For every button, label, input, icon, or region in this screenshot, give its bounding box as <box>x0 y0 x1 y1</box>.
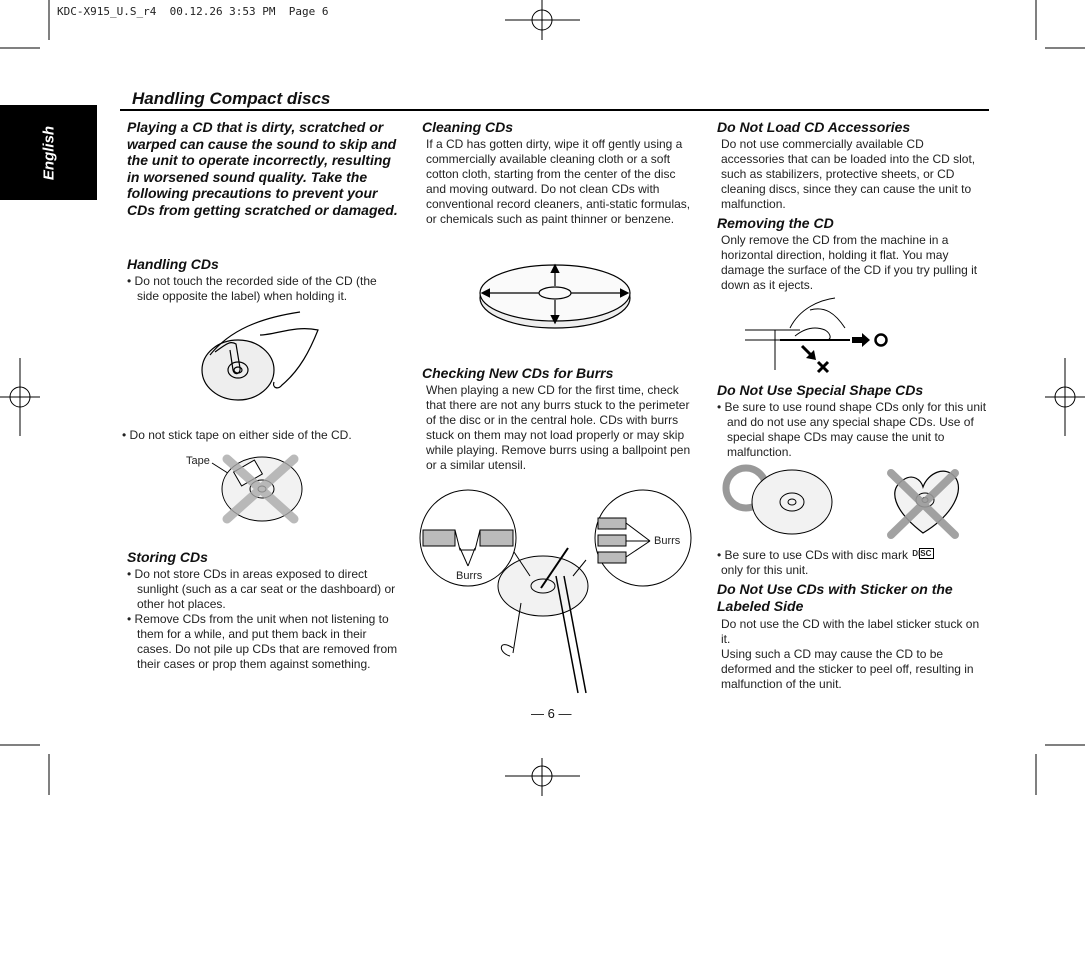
cleaning-heading: Cleaning CDs <box>422 119 514 135</box>
title-rule <box>120 109 989 111</box>
storing-section <box>127 549 402 672</box>
burrs-text: When playing a new CD for the first time, check that there are not any burrs stuck to the perimeter of the disc or in the central hole. CDs with burrs stuck on them may not load properly or may skip while playing. Remove burrs using a ballpoint pen or a similar utensil. <box>426 383 691 472</box>
sticker-text-1: Do not use the CD with the label sticker stuck on it. <box>721 617 980 646</box>
taped-cd-illustration <box>212 455 307 527</box>
handling-bullet-2: • Do not stick tape on either side of the CD. <box>122 428 417 443</box>
special-shape-bullet-2-text: Be sure to use CDs with disc mark <box>724 548 908 562</box>
disc-mark-text: DISC <box>912 549 932 558</box>
page-number: — 6 — <box>531 706 572 721</box>
storing-heading: Storing CDs <box>127 549 208 565</box>
accessories-section <box>717 119 987 212</box>
special-shape-bullet-2 <box>717 548 987 578</box>
hand-holding-cd-illustration <box>200 310 330 405</box>
handling-heading: Handling CDs <box>127 256 219 272</box>
accessories-heading: Do Not Load CD Accessories <box>717 119 911 135</box>
burrs-label-right: Burrs <box>654 535 681 547</box>
cleaning-cd-illustration <box>475 258 635 330</box>
tape-label: Tape <box>186 455 210 467</box>
removing-text: Only remove the CD from the machine in a horizontal direction, holding it flat. You may damage the surface of the CD if you try pulling it down as it ejects. <box>721 233 978 292</box>
sticker-text-2: Using such a CD may cause the CD to be deformed and the sticker to peel off, resulting in malfunction of the unit. <box>721 647 974 691</box>
storing-bullet-2: • Remove CDs from the unit when not listening to them for a while, and put them back in their cases. Do not pile up CDs that are removed from their cases or prop them against something. <box>127 612 402 672</box>
print-header: KDC-X915_U.S_r4 00.12.26 3:53 PM Page 6 <box>57 5 329 18</box>
handling-bullet-1: • Do not touch the recorded side of the CD (the side opposite the label) when holding it. <box>127 274 402 304</box>
burrs-illustration <box>418 488 693 698</box>
page-title: Handling Compact discs <box>132 89 331 108</box>
intro-text: Playing a CD that is dirty, scratched or warped can cause the sound to skip and the unit to operate incorrectly, resulting in worsened sound quality. Take the following precautions to prevent your CDs from getting scratched or damaged. <box>127 119 398 218</box>
sticker-heading: Do Not Use CDs with Sticker on the Labeled Side <box>717 581 953 614</box>
removing-heading: Removing the CD <box>717 215 834 231</box>
removing-section <box>717 215 987 293</box>
handling-section <box>127 256 402 304</box>
burrs-section <box>422 365 694 473</box>
cleaning-text: If a CD has gotten dirty, wipe it off gently using a commercially available cleaning cloth or a soft cotton cloth, starting from the center of the disc and moving outward. Do not clean CDs with conventional record cleaners, anti-static formulas, or chemicals such as paint thinner or benzene. <box>426 137 691 226</box>
special-shape-bullet-1: • Be sure to use round shape CDs only for this unit and do not use any special shape CDs. Use of special shape CDs may cause the unit to malfunction. <box>717 400 987 460</box>
heart-cd-ng-illustration <box>883 465 965 540</box>
cleaning-section <box>422 119 692 227</box>
language-tab <box>0 105 97 200</box>
special-shape-heading: Do Not Use Special Shape CDs <box>717 382 924 398</box>
burrs-label-left: Burrs <box>456 570 483 582</box>
language-tab-label: English <box>40 125 57 180</box>
removing-cd-illustration <box>740 298 890 370</box>
burrs-heading: Checking New CDs for Burrs <box>422 365 614 381</box>
special-shape-bullet-2-cont: only for this unit. <box>721 563 809 577</box>
special-shape-section <box>717 382 987 460</box>
sticker-section <box>717 581 987 692</box>
accessories-text: Do not use commercially available CD accessories that can be loaded into the CD slot, such as stabilizers, protective sheets, or CD cleaning discs, since they can cause the unit to malfunction. <box>721 137 976 211</box>
disc-mark-logo <box>912 548 934 559</box>
storing-bullet-1: • Do not store CDs in areas exposed to direct sunlight (such as a car seat or the dashboard) or other hot places. <box>127 567 402 612</box>
round-cd-ok-illustration <box>722 462 842 537</box>
